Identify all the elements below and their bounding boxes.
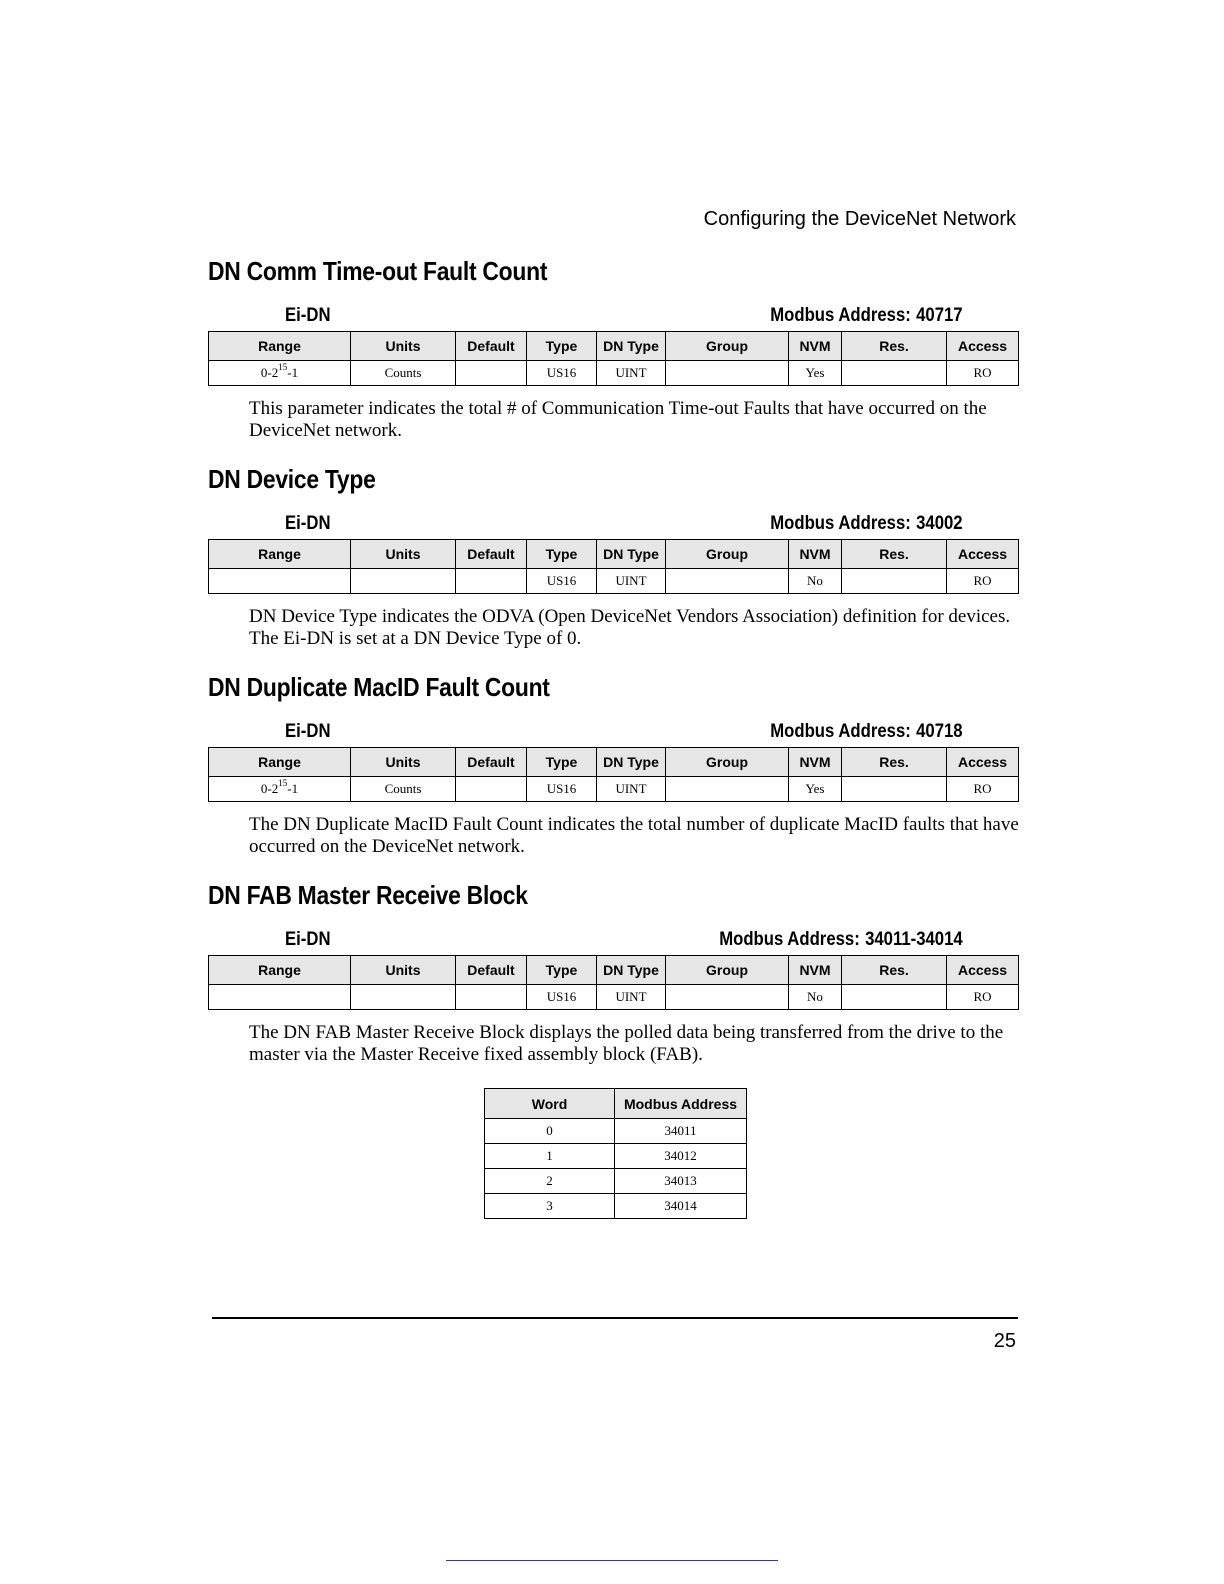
table-header-row — [209, 748, 1019, 777]
section-meta — [208, 305, 1018, 331]
section-meta — [208, 721, 1018, 747]
cell-word: 0 — [485, 1119, 615, 1144]
col-header: Range — [209, 748, 351, 777]
col-header: DN Type — [597, 748, 666, 777]
cell-address: 34014 — [615, 1194, 747, 1219]
device-label: Ei-DN — [285, 305, 331, 326]
section-meta — [208, 929, 1018, 955]
col-header: Range — [209, 540, 351, 569]
table-row — [209, 569, 1019, 594]
col-header: Res. — [842, 956, 947, 985]
col-header: Default — [456, 748, 527, 777]
cell-default — [456, 361, 527, 386]
cell-address: 34011 — [615, 1119, 747, 1144]
cell-access: RO — [947, 777, 1019, 802]
modbus-address — [771, 513, 963, 535]
table-row — [485, 1119, 747, 1144]
cell-type: US16 — [527, 361, 597, 386]
col-header: Res. — [842, 748, 947, 777]
cell-group — [666, 985, 789, 1010]
cell-address: 34012 — [615, 1144, 747, 1169]
cell-group — [666, 777, 789, 802]
table-row — [485, 1194, 747, 1219]
word-address-table — [484, 1088, 747, 1219]
section-description: The DN Duplicate MacID Fault Count indicates the total number of duplicate MacID faults that have occurred on the DeviceNet network. — [249, 814, 1019, 857]
col-header-word: Word — [485, 1089, 615, 1119]
col-header: Group — [666, 956, 789, 985]
cell-units — [351, 569, 456, 594]
col-header: Group — [666, 332, 789, 361]
col-header: Group — [666, 748, 789, 777]
section-title: DN Comm Time-out Fault Count — [208, 256, 548, 286]
section-title: DN Duplicate MacID Fault Count — [208, 672, 550, 702]
device-label: Ei-DN — [285, 513, 331, 534]
cell-units: Counts — [351, 777, 456, 802]
cell-units — [351, 985, 456, 1010]
modbus-address-label: Modbus Address: — [770, 721, 912, 742]
cell-nvm: No — [789, 985, 842, 1010]
col-header: NVM — [789, 540, 842, 569]
cell-range: $0-2^{15}-1$ — [209, 777, 351, 802]
col-header: Default — [456, 956, 527, 985]
cell-type: US16 — [527, 985, 597, 1010]
modbus-address-value: 34011-34014 — [865, 929, 963, 950]
cell-nvm: No — [789, 569, 842, 594]
cell-type: US16 — [527, 777, 597, 802]
table-row — [209, 361, 1019, 386]
cell-dn-type: UINT — [597, 361, 666, 386]
col-header: Access — [947, 332, 1019, 361]
modbus-address-label: Modbus Address: — [719, 929, 861, 950]
cell-res — [842, 985, 947, 1010]
cell-nvm: Yes — [789, 777, 842, 802]
section-description: This parameter indicates the total # of Communication Time-out Faults that have occurred on the DeviceNet network. — [249, 398, 987, 441]
cell-dn-type: UINT — [597, 985, 666, 1010]
col-header: Default — [456, 540, 527, 569]
cell-res — [842, 569, 947, 594]
col-header: Res. — [842, 332, 947, 361]
col-header: Access — [947, 748, 1019, 777]
cell-type: US16 — [527, 569, 597, 594]
col-header: DN Type — [597, 956, 666, 985]
parameter-table — [208, 331, 1019, 386]
device-label: Ei-DN — [285, 929, 331, 950]
modbus-address-value: 40718 — [916, 721, 963, 742]
col-header: Units — [351, 540, 456, 569]
table-row — [209, 777, 1019, 802]
section-dn-duplicate-macid-fault-count — [208, 672, 1018, 858]
cell-range — [209, 985, 351, 1010]
modbus-address — [720, 929, 963, 951]
cell-address: 34013 — [615, 1169, 747, 1194]
cell-dn-type: UINT — [597, 777, 666, 802]
section-description: DN Device Type indicates the ODVA (Open DeviceNet Vendors Association) definition for devices. The Ei-DN is set at a DN Device Type of 0. — [249, 606, 1011, 649]
col-header: Range — [209, 332, 351, 361]
section-description: The DN FAB Master Receive Block displays the polled data being transferred from the drive to the master via the Master Receive fixed assembly block (FAB). — [249, 1022, 1004, 1065]
col-header: Default — [456, 332, 527, 361]
cell-group — [666, 569, 789, 594]
modbus-address-value: 34002 — [916, 513, 963, 534]
cell-access: RO — [947, 361, 1019, 386]
cell-range — [209, 569, 351, 594]
cell-default — [456, 985, 527, 1010]
table-header-row — [209, 956, 1019, 985]
col-header: NVM — [789, 332, 842, 361]
footer-divider — [212, 1317, 1018, 1319]
table-row — [209, 985, 1019, 1010]
cell-default — [456, 777, 527, 802]
modbus-address-label: Modbus Address: — [770, 305, 912, 326]
col-header: DN Type — [597, 540, 666, 569]
col-header: Access — [947, 540, 1019, 569]
parameter-table — [208, 539, 1019, 594]
col-header: NVM — [789, 956, 842, 985]
table-row — [485, 1144, 747, 1169]
col-header: Units — [351, 748, 456, 777]
page-number: 25 — [993, 1330, 1016, 1352]
modbus-address-value: 40717 — [916, 305, 963, 326]
col-header: Type — [527, 540, 597, 569]
cell-word: 2 — [485, 1169, 615, 1194]
modbus-address — [771, 305, 963, 327]
cell-word: 3 — [485, 1194, 615, 1219]
parameter-table — [208, 955, 1019, 1010]
cell-range: $0-2^{15}-1$ — [209, 361, 351, 386]
cell-access: RO — [947, 569, 1019, 594]
bottom-link-underline — [446, 1560, 778, 1561]
cell-word: 1 — [485, 1144, 615, 1169]
cell-units: Counts — [351, 361, 456, 386]
section-dn-fab-master-receive-block — [208, 880, 1018, 1066]
modbus-address — [771, 721, 963, 743]
table-header-row — [209, 332, 1019, 361]
section-dn-device-type — [208, 464, 1018, 650]
section-meta — [208, 513, 1018, 539]
cell-group — [666, 361, 789, 386]
cell-nvm: Yes — [789, 361, 842, 386]
table-header-row — [485, 1089, 747, 1119]
cell-dn-type: UINT — [597, 569, 666, 594]
col-header: Type — [527, 956, 597, 985]
cell-default — [456, 569, 527, 594]
col-header: Access — [947, 956, 1019, 985]
col-header: Res. — [842, 540, 947, 569]
col-header: Range — [209, 956, 351, 985]
col-header: DN Type — [597, 332, 666, 361]
parameter-table — [208, 747, 1019, 802]
col-header: NVM — [789, 748, 842, 777]
col-header: Type — [527, 332, 597, 361]
col-header-modbus-address: Modbus Address — [615, 1089, 747, 1119]
table-header-row — [209, 540, 1019, 569]
section-title: DN FAB Master Receive Block — [208, 880, 528, 910]
col-header: Units — [351, 332, 456, 361]
device-label: Ei-DN — [285, 721, 331, 742]
modbus-address-label: Modbus Address: — [770, 513, 912, 534]
col-header: Group — [666, 540, 789, 569]
cell-res — [842, 777, 947, 802]
section-title: DN Device Type — [208, 464, 376, 494]
section-dn-comm-timeout-fault-count — [208, 256, 1018, 442]
running-header: Configuring the DeviceNet Network — [703, 208, 1016, 230]
col-header: Type — [527, 748, 597, 777]
col-header: Units — [351, 956, 456, 985]
cell-access: RO — [947, 985, 1019, 1010]
table-row — [485, 1169, 747, 1194]
cell-res — [842, 361, 947, 386]
